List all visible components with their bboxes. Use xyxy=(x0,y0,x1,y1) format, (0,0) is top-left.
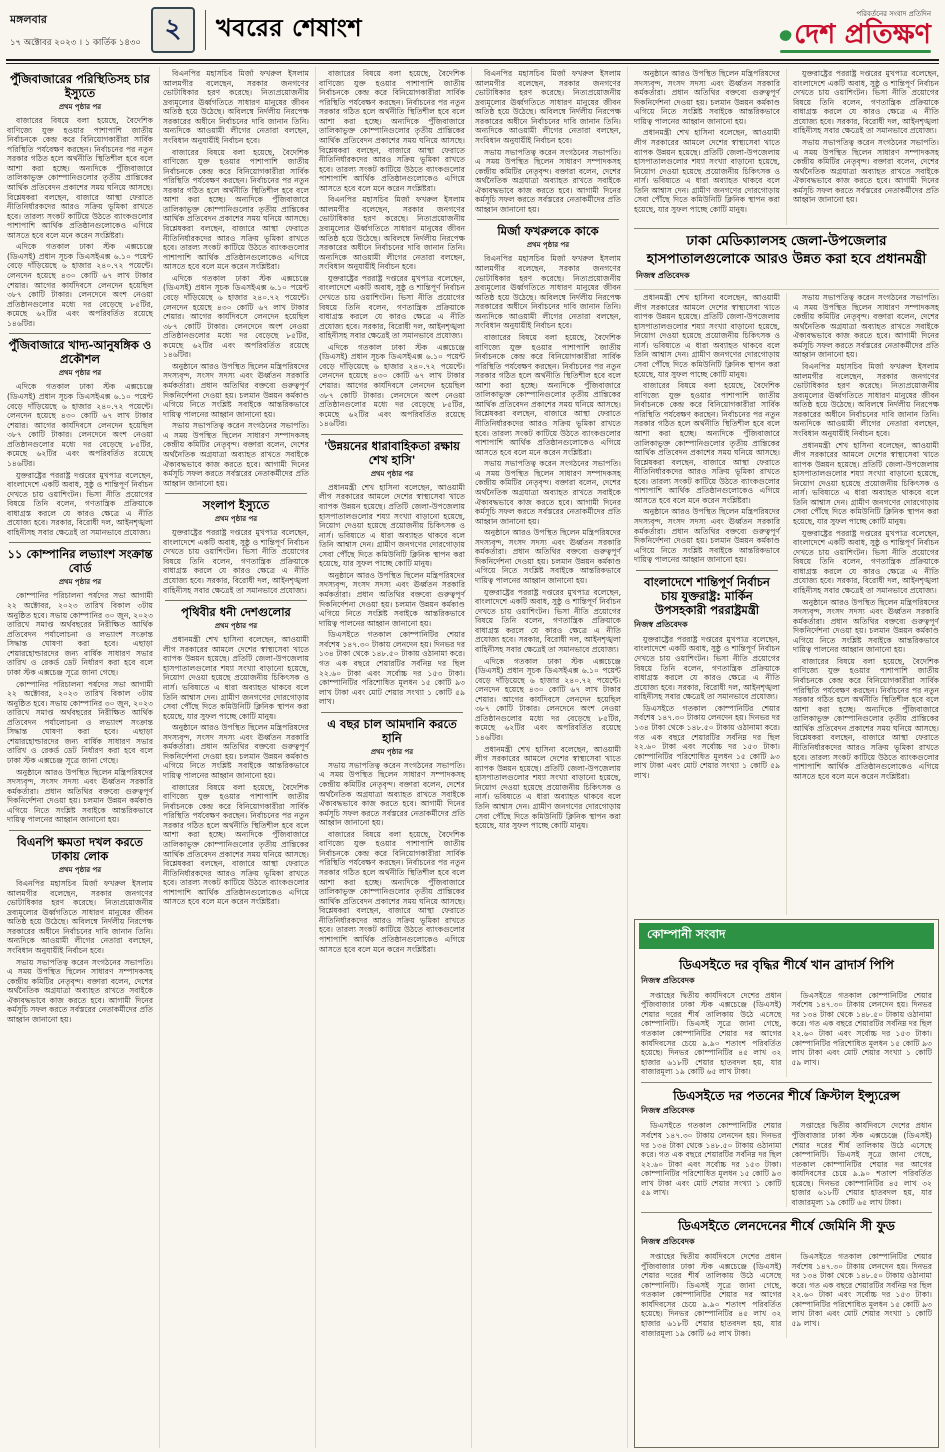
paragraph: প্রধানমন্ত্রী শেখ হাসিনা বলেছেন, আওয়ামী লীগ সরকারের আমলে দেশের স্বাস্থ্যসেবা খাতে ব্যাপক উন্নয়ন হয়েছে। প্রতিটি জেলা-উপজেলায় হাসপাতালগুলোর শয্যা সংখ্যা বাড়ানো হয়েছে, নিয়োগ দেওয়া হয়েছে প্রয়োজনীয় চিকিৎসক ও নার্স। ভবিষ্যতে এ ধারা অব্যাহত থাকবে বলে তিনি আশ্বাস দেন। গ্রামীণ জনগণের দোরগোড়ায় সেবা পৌঁছে দিতে কমিউনিটি ক্লিনিক স্থাপন করা হয়েছে, যার সুফল পাচ্ছে কোটি মানুষ। xyxy=(163,635,309,721)
masthead xyxy=(780,8,935,53)
byline: নিজস্ব প্রতিবেদক xyxy=(636,271,690,281)
story-divider xyxy=(9,830,151,831)
article-body xyxy=(641,991,932,1077)
paragraph: যুক্তরাষ্ট্রের পররাষ্ট্র দপ্তরের মুখপাত্র বলেছেন, বাংলাদেশে একটি অবাধ, সুষ্ঠু ও শান্তিপূর্ণ নির্বাচন দেখতে চায় ওয়াশিংটন। ভিসা নীতি প্রয়োগের বিষয়ে তিনি বলেন, গণতান্ত্রিক প্রক্রিয়াকে বাধাগ্রস্ত করলে যে কারও ক্ষেত্রে এ নীতি প্রযোজ্য হবে। সরকার, বিরোধী দল, আইনশৃঙ্খলা বাহিনীসহ সবার ক্ষেত্রেই তা সমানভাবে প্রযোজ্য। xyxy=(475,587,621,654)
lead-article-header xyxy=(634,228,939,290)
paragraph: সভায় সভাপতিত্ব করেন সংগঠনের সভাপতি। এ সময় উপস্থিত ছিলেন সাধারণ সম্পাদকসহ কেন্দ্রীয় কমিটির নেতৃবৃন্দ। বক্তারা বলেন, দেশের অর্থনৈতিক অগ্রযাত্রা অব্যাহত রাখতে সবাইকে ঐক্যবদ্ধভাবে কাজ করতে হবে। আগামী দিনের কর্মসূচি সফল করতে সর্বস্তরের নেতাকর্মীদের প্রতি আহ্বান জানানো হয়। xyxy=(319,760,465,828)
paragraph: অনুষ্ঠানে আরও উপস্থিত ছিলেন মন্ত্রিপরিষদের সদস্যবৃন্দ, সংসদ সদস্য এবং ঊর্ধ্বতন সরকারি কর্মকর্তারা। প্রধান অতিথির বক্তব্যে গুরুত্বপূর্ণ দিকনির্দেশনা দেওয়া হয়। চলমান উন্নয়ন কর্মকাণ্ড এগিয়ে নিতে সংশ্লিষ্ট সবাইকে আন্তরিকভাবে দায়িত্ব পালনের আহ্বান জানানো হয়। xyxy=(475,528,621,586)
news-column-1 xyxy=(4,67,160,1448)
article-body xyxy=(163,635,309,907)
article-headline: বিএনপি ক্ষমতা দখল করতে ঢাকায় লোক xyxy=(17,834,143,863)
paragraph: সভায় সভাপতিত্ব করেন সংগঠনের সভাপতি। এ সময় উপস্থিত ছিলেন সাধারণ সম্পাদকসহ কেন্দ্রীয় কমিটির নেতৃবৃন্দ। বক্তারা বলেন, দেশের অর্থনৈতিক অগ্রযাত্রা অব্যাহত রাখতে সবাইকে ঐক্যবদ্ধভাবে কাজ করতে হবে। আগামী দিনের কর্মসূচি সফল করতে সর্বস্তরের নেতাকর্মীদের প্রতি আহ্বান জানানো হয়। xyxy=(793,293,939,360)
article-body xyxy=(319,69,465,429)
paragraph: বাজারের বিষয়ে বলা হয়েছে, বৈদেশিক বাণিজ্যে যুক্ত হওয়ার পাশাপাশি জাতীয় নির্বাচনকে কেন্দ্র করে বিনিয়োগকারীরা সার্বিক পরিস্থিতি পর্যবেক্ষণ করছেন। নির্বাচনের পর নতুন সরকার গঠিত হলে অর্থনীতি স্থিতিশীল হবে বলে আশা করা হচ্ছে। অন্যদিকে পুঁজিবাজারে তালিকাভুক্ত কোম্পানিগুলোর তৃতীয় প্রান্তিকের আর্থিক প্রতিবেদন প্রকাশের সময় ঘনিয়ে আসছে। বিশ্লেষকরা বলছেন, বাজারে আস্থা ফেরাতে নীতিনির্ধারকদের আরও সক্রিয় ভূমিকা রাখতে হবে। তারল্য সংকট কাটিয়ে উঠতে ব্যাংকগুলোর পাশাপাশি আর্থিক প্রতিষ্ঠানগুলোকেও এগিয়ে আসতে হবে বলে মনে করেন সংশ্লিষ্টরা। xyxy=(319,829,465,954)
paragraph: যুক্তরাষ্ট্রের পররাষ্ট্র দপ্তরের মুখপাত্র বলেছেন, বাংলাদেশে একটি অবাধ, সুষ্ঠু ও শান্তিপূর্ণ নির্বাচন দেখতে চায় ওয়াশিংটন। ভিসা নীতি প্রয়োগের বিষয়ে তিনি বলেন, গণতান্ত্রিক প্রক্রিয়াকে বাধাগ্রস্ত করলে যে কারও ক্ষেত্রে এ নীতি প্রযোজ্য হবে। সরকার, বিরোধী দল, আইনশৃঙ্খলা বাহিনীসহ সবার ক্ষেত্রেই তা সমানভাবে প্রযোজ্য। xyxy=(793,69,939,136)
paragraph: ডিএসইতে গতকাল কোম্পানিটির শেয়ার সর্বশেষ ১৪৭.৩০ টাকায় লেনদেন হয়। দিনভর দর ১৩৪ টাকা থেকে ১৪৮.৫০ টাকায় ওঠানামা করে। গত এক বছরে শেয়ারটির সর্বনিম্ন দর ছিল ২২.৬০ টাকা এবং সর্বোচ্চ দর ১৫৩ টাকা। কোম্পানিটির পরিশোধিত মূলধন ১৫ কোটি ৯৩ লাখ টাকা এবং মোট শেয়ার সংখ্যা ১ কোটি ৫৯ লাখ। xyxy=(641,1121,782,1198)
paragraph: এদিকে গতকাল ঢাকা স্টক এক্সচেঞ্জে (ডিএসই) প্রধান সূচক ডিএসইএক্স ৬.১০ পয়েন্ট বেড়ে দাঁড়িয়েছে ৬ হাজার ২৪০.৭২ পয়েন্টে। লেনদেন হয়েছে ৪৩০ কোটি ৬৭ লাখ টাকার শেয়ার। আগের কার্যদিবসে লেনদেন হয়েছিল ৩৮৭ কোটি টাকার। লেনদেনে অংশ নেওয়া প্রতিষ্ঠানগুলোর মধ্যে দর বেড়েছে ৮৫টির, কমেছে ৬২টির এবং অপরিবর্তিত রয়েছে ১৪৬টির। xyxy=(7,382,153,468)
article-body xyxy=(641,1121,932,1207)
paragraph: বিএনপির মহাসচিব মির্জা ফখরুল ইসলাম আলমগীর বলেছেন, সরকার জনগণের ভোটাধিকার হরণ করেছে। নিত্যপ্রয়োজনীয় দ্রব্যমূল্যের ঊর্ধ্বগতিতে সাধারণ মানুষের জীবন অতিষ্ঠ হয়ে উঠেছে। অবিলম্বে নির্দলীয় নিরপেক্ষ সরকারের অধীনে নির্বাচনের দাবি জানান তিনি। অন্যদিকে আওয়ামী লীগের নেতারা বলছেন, সংবিধান অনুযায়ীই নির্বাচন হবে। xyxy=(319,195,465,272)
paragraph: বাজারের বিষয়ে বলা হয়েছে, বৈদেশিক বাণিজ্যে যুক্ত হওয়ার পাশাপাশি জাতীয় নির্বাচনকে কেন্দ্র করে বিনিয়োগকারীরা সার্বিক পরিস্থিতি পর্যবেক্ষণ করছেন। নির্বাচনের পর নতুন সরকার গঠিত হলে অর্থনীতি স্থিতিশীল হবে বলে আশা করা হচ্ছে। অন্যদিকে পুঁজিবাজারে তালিকাভুক্ত কোম্পানিগুলোর তৃতীয় প্রান্তিকের আর্থিক প্রতিবেদন প্রকাশের সময় ঘনিয়ে আসছে। বিশ্লেষকরা বলছেন, বাজারে আস্থা ফেরাতে নীতিনির্ধারকদের আরও সক্রিয় ভূমিকা রাখতে হবে। তারল্য সংকট কাটিয়ে উঠতে ব্যাংকগুলোর পাশাপাশি আর্থিক প্রতিষ্ঠানগুলোকেও এগিয়ে আসতে হবে বলে মনে করেন সংশ্লিষ্টরা। xyxy=(163,147,309,272)
header-divider xyxy=(205,10,206,50)
paragraph: অনুষ্ঠানে আরও উপস্থিত ছিলেন মন্ত্রিপরিষদের সদস্যবৃন্দ, সংসদ সদস্য এবং ঊর্ধ্বতন সরকারি কর্মকর্তারা। প্রধান অতিথির বক্তব্যে গুরুত্বপূর্ণ দিকনির্দেশনা দেওয়া হয়। চলমান উন্নয়ন কর্মকাণ্ড এগিয়ে নিতে সংশ্লিষ্ট সবাইকে আন্তরিকভাবে দায়িত্ব পালনের আহ্বান জানানো হয়। xyxy=(7,767,153,825)
paragraph: কোম্পানির পরিচালনা পর্ষদের সভা আগামী ২২ অক্টোবর, ২০২৩ তারিখ বিকাল ৩টায় অনুষ্ঠিত হবে। সভায় কোম্পানির ৩০ জুন, ২০২৩ তারিখে সমাপ্ত অর্থবছরের নিরীক্ষিত আর্থিক প্রতিবেদন পর্যালোচনা ও লভ্যাংশ সংক্রান্ত সিদ্ধান্ত ঘোষণা করা হবে। এছাড়া শেয়ারহোল্ডারদের জন্য বার্ষিক সাধারণ সভার তারিখ ও রেকর্ড ডেট নির্ধারণ করা হবে বলে ঢাকা স্টক এক্সচেঞ্জ সূত্রে জানা গেছে। xyxy=(7,591,153,677)
company-news-header: কোম্পানী সংবাদ xyxy=(639,923,934,949)
story-divider xyxy=(636,570,778,571)
byline: নিজস্ব প্রতিবেদক xyxy=(641,975,695,985)
continued-from-front-label: প্রথম পৃষ্ঠার পর xyxy=(58,369,102,378)
masthead-tagline: পরিবর্তনের সংবাদ প্রতিদিন xyxy=(856,9,931,18)
article-headline: সংলাপ ইস্যুতে xyxy=(202,498,270,513)
article-body xyxy=(634,635,780,780)
news-column-4 xyxy=(472,67,628,1448)
byline: নিজস্ব প্রতিবেদক xyxy=(634,619,688,629)
date-line: ১৭ অক্টোবর ২০২৩ । ১ কার্তিক ১৪৩০ xyxy=(10,37,141,48)
article-headline: মির্জা ফখরুলকে কাকে xyxy=(497,224,599,239)
article-body xyxy=(7,879,153,1024)
section-title: খবরের শেষাংশ xyxy=(215,14,363,42)
right-top-row xyxy=(634,69,939,225)
paragraph: বাজারের বিষয়ে বলা হয়েছে, বৈদেশিক বাণিজ্যে যুক্ত হওয়ার পাশাপাশি জাতীয় নির্বাচনকে কেন্দ্র করে বিনিয়োগকারীরা সার্বিক পরিস্থিতি পর্যবেক্ষণ করছেন। নির্বাচনের পর নতুন সরকার গঠিত হলে অর্থনীতি স্থিতিশীল হবে বলে আশা করা হচ্ছে। অন্যদিকে পুঁজিবাজারে তালিকাভুক্ত কোম্পানিগুলোর তৃতীয় প্রান্তিকের আর্থিক প্রতিবেদন প্রকাশের সময় ঘনিয়ে আসছে। বিশ্লেষকরা বলছেন, বাজারে আস্থা ফেরাতে নীতিনির্ধারকদের আরও সক্রিয় ভূমিকা রাখতে হবে। তারল্য সংকট কাটিয়ে উঠতে ব্যাংকগুলোর পাশাপাশি আর্থিক প্রতিষ্ঠানগুলোকেও এগিয়ে আসতে হবে বলে মনে করেন সংশ্লিষ্টরা। xyxy=(319,69,465,193)
article-body xyxy=(319,483,465,707)
paragraph: সভায় সভাপতিত্ব করেন সংগঠনের সভাপতি। এ সময় উপস্থিত ছিলেন সাধারণ সম্পাদকসহ কেন্দ্রীয় কমিটির নেতৃবৃন্দ। বক্তারা বলেন, দেশের অর্থনৈতিক অগ্রযাত্রা অব্যাহত রাখতে সবাইকে ঐক্যবদ্ধভাবে কাজ করতে হবে। আগামী দিনের কর্মসূচি সফল করতে সর্বস্তরের নেতাকর্মীদের প্রতি আহ্বান জানানো হয়। xyxy=(793,137,939,205)
company-news-article xyxy=(641,1082,932,1208)
paragraph: প্রধানমন্ত্রী শেখ হাসিনা বলেছেন, আওয়ামী লীগ সরকারের আমলে দেশের স্বাস্থ্যসেবা খাতে ব্যাপক উন্নয়ন হয়েছে। প্রতিটি জেলা-উপজেলায় হাসপাতালগুলোর শয্যা সংখ্যা বাড়ানো হয়েছে, নিয়োগ দেওয়া হয়েছে প্রয়োজনীয় চিকিৎসক ও নার্স। ভবিষ্যতে এ ধারা অব্যাহত থাকবে বলে তিনি আশ্বাস দেন। গ্রামীণ জনগণের দোরগোড়ায় সেবা পৌঁছে দিতে কমিউনিটি ক্লিনিক স্থাপন করা হয়েছে, যার সুফল পাচ্ছে কোটি মানুষ। xyxy=(634,128,780,214)
article-body xyxy=(634,293,780,565)
paragraph: এদিকে গতকাল ঢাকা স্টক এক্সচেঞ্জে (ডিএসই) প্রধান সূচক ডিএসইএক্স ৬.১০ পয়েন্ট বেড়ে দাঁড়িয়েছে ৬ হাজার ২৪০.৭২ পয়েন্টে। লেনদেন হয়েছে ৪৩০ কোটি ৬৭ লাখ টাকার শেয়ার। আগের কার্যদিবসে লেনদেন হয়েছিল ৩৮৭ কোটি টাকার। লেনদেনে অংশ নেওয়া প্রতিষ্ঠানগুলোর মধ্যে দর বেড়েছে ৮৫টির, কমেছে ৬২টির এবং অপরিবর্তিত রয়েছে ১৪৬টির। xyxy=(163,273,309,360)
right-top-column-1 xyxy=(634,69,786,225)
paragraph: ডিএসইতে গতকাল কোম্পানিটির শেয়ার সর্বশেষ ১৪৭.৩০ টাকায় লেনদেন হয়। দিনভর দর ১৩৪ টাকা থেকে ১৪৮.৫০ টাকায় ওঠানামা করে। গত এক বছরে শেয়ারটির সর্বনিম্ন দর ছিল ২২.৬০ টাকা এবং সর্বোচ্চ দর ১৫৩ টাকা। কোম্পানিটির পরিশোধিত মূলধন ১৫ কোটি ৯৩ লাখ টাকা এবং মোট শেয়ার সংখ্যা ১ কোটি ৫৯ লাখ। xyxy=(791,1252,932,1329)
right-top-column-2 xyxy=(786,69,939,225)
company-article-headline: ডিএসইতে লেনদেনের শীর্ষে জেমিনি সী ফুড xyxy=(678,1218,895,1234)
article-body xyxy=(7,591,153,825)
article-body xyxy=(163,69,309,488)
paragraph: অনুষ্ঠানে আরও উপস্থিত ছিলেন মন্ত্রিপরিষদের সদস্যবৃন্দ, সংসদ সদস্য এবং ঊর্ধ্বতন সরকারি কর্মকর্তারা। প্রধান অতিথির বক্তব্যে গুরুত্বপূর্ণ দিকনির্দেশনা দেওয়া হয়। চলমান উন্নয়ন কর্মকাণ্ড এগিয়ে নিতে সংশ্লিষ্ট সবাইকে আন্তরিকভাবে দায়িত্ব পালনের আহ্বান জানানো হয়। xyxy=(163,361,309,419)
paragraph: যুক্তরাষ্ট্রের পররাষ্ট্র দপ্তরের মুখপাত্র বলেছেন, বাংলাদেশে একটি অবাধ, সুষ্ঠু ও শান্তিপূর্ণ নির্বাচন দেখতে চায় ওয়াশিংটন। ভিসা নীতি প্রয়োগের বিষয়ে তিনি বলেন, গণতান্ত্রিক প্রক্রিয়াকে বাধাগ্রস্ত করলে যে কারও ক্ষেত্রে এ নীতি প্রযোজ্য হবে। সরকার, বিরোধী দল, আইনশৃঙ্খলা বাহিনীসহ সবার ক্ষেত্রেই তা সমানভাবে প্রযোজ্য। xyxy=(7,470,153,537)
paragraph: প্রধানমন্ত্রী শেখ হাসিনা বলেছেন, আওয়ামী লীগ সরকারের আমলে দেশের স্বাস্থ্যসেবা খাতে ব্যাপক উন্নয়ন হয়েছে। প্রতিটি জেলা-উপজেলায় হাসপাতালগুলোর শয্যা সংখ্যা বাড়ানো হয়েছে, নিয়োগ দেওয়া হয়েছে প্রয়োজনীয় চিকিৎসক ও নার্স। ভবিষ্যতে এ ধারা অব্যাহত থাকবে বলে তিনি আশ্বাস দেন। গ্রামীণ জনগণের দোরগোড়ায় সেবা পৌঁছে দিতে কমিউনিটি ক্লিনিক স্থাপন করা হয়েছে, যার সুফল পাচ্ছে কোটি মানুষ। xyxy=(319,482,465,569)
article-headline: ১১ কোম্পানির লভ্যাংশ সংক্রান্ত বোর্ড xyxy=(7,547,153,576)
paragraph: ডিএসইতে গতকাল কোম্পানিটির শেয়ার সর্বশেষ ১৪৭.৩০ টাকায় লেনদেন হয়। দিনভর দর ১৩৪ টাকা থেকে ১৪৮.৫০ টাকায় ওঠানামা করে। গত এক বছরে শেয়ারটির সর্বনিম্ন দর ছিল ২২.৬০ টাকা এবং সর্বোচ্চ দর ১৫৩ টাকা। কোম্পানিটির পরিশোধিত মূলধন ১৫ কোটি ৯৩ লাখ টাকা এবং মোট শেয়ার সংখ্যা ১ কোটি ৫৯ লাখ। xyxy=(319,630,465,707)
company-article-headline: ডিএসইতে দর পতনের শীর্ষে ক্রিস্টাল ইন্স্যুরেন্স xyxy=(673,1087,900,1103)
paragraph: সপ্তাহের দ্বিতীয় কার্যদিবসে দেশের প্রধান পুঁজিবাজার ঢাকা স্টক এক্সচেঞ্জে (ডিএসই) শেয়ার দরের শীর্ষ তালিকায় উঠে এসেছে কোম্পানিটি। ডিএসই সূত্রে জানা গেছে, গতকাল কোম্পানিটির শেয়ার দর আগের কার্যদিবসের চেয়ে ৯.৯০ শতাংশ পরিবর্তিত হয়েছে। দিনভর কোম্পানিটির ৪৫ লাখ ৩২ হাজার ৬১৮টি শেয়ার হাতবদল হয়, যার বাজারমূল্য ১৯ কোটি ৬৫ লাখ টাকা। xyxy=(641,990,782,1077)
paragraph: অনুষ্ঠানে আরও উপস্থিত ছিলেন মন্ত্রিপরিষদের সদস্যবৃন্দ, সংসদ সদস্য এবং ঊর্ধ্বতন সরকারি কর্মকর্তারা। প্রধান অতিথির বক্তব্যে গুরুত্বপূর্ণ দিকনির্দেশনা দেওয়া হয়। চলমান উন্নয়ন কর্মকাণ্ড এগিয়ে নিতে সংশ্লিষ্ট সবাইকে আন্তরিকভাবে দায়িত্ব পালনের আহ্বান জানানো হয়। xyxy=(634,507,780,565)
paragraph: বিএনপির মহাসচিব মির্জা ফখরুল ইসলাম আলমগীর বলেছেন, সরকার জনগণের ভোটাধিকার হরণ করেছে। নিত্যপ্রয়োজনীয় দ্রব্যমূল্যের ঊর্ধ্বগতিতে সাধারণ মানুষের জীবন অতিষ্ঠ হয়ে উঠেছে। অবিলম্বে নির্দলীয় নিরপেক্ষ সরকারের অধীনে নির্বাচনের দাবি জানান তিনি। অন্যদিকে আওয়ামী লীগের নেতারা বলছেন, সংবিধান অনুযায়ীই নির্বাচন হবে। xyxy=(7,879,153,955)
article-body xyxy=(163,528,309,595)
paragraph: সভায় সভাপতিত্ব করেন সংগঠনের সভাপতি। এ সময় উপস্থিত ছিলেন সাধারণ সম্পাদকসহ কেন্দ্রীয় কমিটির নেতৃবৃন্দ। বক্তারা বলেন, দেশের অর্থনৈতিক অগ্রযাত্রা অব্যাহত রাখতে সবাইকে ঐক্যবদ্ধভাবে কাজ করতে হবে। আগামী দিনের কর্মসূচি সফল করতে সর্বস্তরের নেতাকর্মীদের প্রতি আহ্বান জানানো হয়। xyxy=(7,957,153,1024)
paragraph: যুক্তরাষ্ট্রের পররাষ্ট্র দপ্তরের মুখপাত্র বলেছেন, বাংলাদেশে একটি অবাধ, সুষ্ঠু ও শান্তিপূর্ণ নির্বাচন দেখতে চায় ওয়াশিংটন। ভিসা নীতি প্রয়োগের বিষয়ে তিনি বলেন, গণতান্ত্রিক প্রক্রিয়াকে বাধাগ্রস্ত করলে যে কারও ক্ষেত্রে এ নীতি প্রযোজ্য হবে। সরকার, বিরোধী দল, আইনশৃঙ্খলা বাহিনীসহ সবার ক্ষেত্রেই তা সমানভাবে প্রযোজ্য। xyxy=(793,528,939,595)
story-divider xyxy=(321,712,463,713)
continued-from-front-label: প্রথম পৃষ্ঠার পর xyxy=(526,241,570,250)
article-headline: পুঁজিবাজারের পরিস্থিতিসহ চার ইস্যুতে xyxy=(10,72,150,101)
continued-from-front-label: প্রথম পৃষ্ঠার পর xyxy=(370,747,414,756)
right-mid-column-2 xyxy=(786,293,939,915)
right-mid-column-1 xyxy=(634,293,786,915)
article-headline: পৃথিবীর ধনী দেশগুলোর xyxy=(181,605,291,620)
company-news-box xyxy=(634,919,939,1448)
article-body xyxy=(641,1252,932,1338)
paragraph: অনুষ্ঠানে আরও উপস্থিত ছিলেন মন্ত্রিপরিষদের সদস্যবৃন্দ, সংসদ সদস্য এবং ঊর্ধ্বতন সরকারি কর্মকর্তারা। প্রধান অতিথির বক্তব্যে গুরুত্বপূর্ণ দিকনির্দেশনা দেওয়া হয়। চলমান উন্নয়ন কর্মকাণ্ড এগিয়ে নিতে সংশ্লিষ্ট সবাইকে আন্তরিকভাবে দায়িত্ব পালনের আহ্বান জানানো হয়। xyxy=(319,570,465,628)
paragraph: বাজারের বিষয়ে বলা হয়েছে, বৈদেশিক বাণিজ্যে যুক্ত হওয়ার পাশাপাশি জাতীয় নির্বাচনকে কেন্দ্র করে বিনিয়োগকারীরা সার্বিক পরিস্থিতি পর্যবেক্ষণ করছেন। নির্বাচনের পর নতুন সরকার গঠিত হলে অর্থনীতি স্থিতিশীল হবে বলে আশা করা হচ্ছে। অন্যদিকে পুঁজিবাজারে তালিকাভুক্ত কোম্পানিগুলোর তৃতীয় প্রান্তিকের আর্থিক প্রতিবেদন প্রকাশের সময় ঘনিয়ে আসছে। বিশ্লেষকরা বলছেন, বাজারে আস্থা ফেরাতে নীতিনির্ধারকদের আরও সক্রিয় ভূমিকা রাখতে হবে। তারল্য সংকট কাটিয়ে উঠতে ব্যাংকগুলোর পাশাপাশি আর্থিক প্রতিষ্ঠানগুলোকেও এগিয়ে আসতে হবে বলে মনে করেন সংশ্লিষ্টরা। xyxy=(634,381,780,505)
continued-from-front-label: প্রথম পৃষ্ঠার পর xyxy=(370,469,414,478)
paragraph: বাজারের বিষয়ে বলা হয়েছে, বৈদেশিক বাণিজ্যে যুক্ত হওয়ার পাশাপাশি জাতীয় নির্বাচনকে কেন্দ্র করে বিনিয়োগকারীরা সার্বিক পরিস্থিতি পর্যবেক্ষণ করছেন। নির্বাচনের পর নতুন সরকার গঠিত হলে অর্থনীতি স্থিতিশীল হবে বলে আশা করা হচ্ছে। অন্যদিকে পুঁজিবাজারে তালিকাভুক্ত কোম্পানিগুলোর তৃতীয় প্রান্তিকের আর্থিক প্রতিবেদন প্রকাশের সময় ঘনিয়ে আসছে। বিশ্লেষকরা বলছেন, বাজারে আস্থা ফেরাতে নীতিনির্ধারকদের আরও সক্রিয় ভূমিকা রাখতে হবে। তারল্য সংকট কাটিয়ে উঠতে ব্যাংকগুলোর পাশাপাশি আর্থিক প্রতিষ্ঠানগুলোকেও এগিয়ে আসতে হবে বলে মনে করেন সংশ্লিষ্টরা। xyxy=(7,116,153,240)
story-divider xyxy=(9,542,151,543)
continued-from-front-label: প্রথম পৃষ্ঠার পর xyxy=(58,578,102,587)
article-body xyxy=(475,254,621,830)
page-number: ২ xyxy=(164,14,182,44)
right-region xyxy=(628,67,941,1448)
story-divider xyxy=(477,219,619,220)
article-body xyxy=(7,116,153,328)
news-column-2 xyxy=(160,67,316,1448)
article-body xyxy=(7,382,153,537)
paragraph: অনুষ্ঠানে আরও উপস্থিত ছিলেন মন্ত্রিপরিষদের সদস্যবৃন্দ, সংসদ সদস্য এবং ঊর্ধ্বতন সরকারি কর্মকর্তারা। প্রধান অতিথির বক্তব্যে গুরুত্বপূর্ণ দিকনির্দেশনা দেওয়া হয়। চলমান উন্নয়ন কর্মকাণ্ড এগিয়ে নিতে সংশ্লিষ্ট সবাইকে আন্তরিকভাবে দায়িত্ব পালনের আহ্বান জানানো হয়। xyxy=(163,723,309,781)
story-divider xyxy=(165,600,307,601)
story-divider xyxy=(165,493,307,494)
lead-headline: ঢাকা মেডিক্যালসহ জেলা-উপজেলার হাসপাতালগুলোকে আরও উন্নত করা হবে প্রধানমন্ত্রী xyxy=(646,233,927,267)
paragraph: অনুষ্ঠানে আরও উপস্থিত ছিলেন মন্ত্রিপরিষদের সদস্যবৃন্দ, সংসদ সদস্য এবং ঊর্ধ্বতন সরকারি কর্মকর্তারা। প্রধান অতিথির বক্তব্যে গুরুত্বপূর্ণ দিকনির্দেশনা দেওয়া হয়। চলমান উন্নয়ন কর্মকাণ্ড এগিয়ে নিতে সংশ্লিষ্ট সবাইকে আন্তরিকভাবে দায়িত্ব পালনের আহ্বান জানানো হয়। xyxy=(793,597,939,655)
masthead-underline xyxy=(780,50,931,53)
paragraph: সপ্তাহের দ্বিতীয় কার্যদিবসে দেশের প্রধান পুঁজিবাজার ঢাকা স্টক এক্সচেঞ্জে (ডিএসই) শেয়ার দরের শীর্ষ তালিকায় উঠে এসেছে কোম্পানিটি। ডিএসই সূত্রে জানা গেছে, গতকাল কোম্পানিটির শেয়ার দর আগের কার্যদিবসের চেয়ে ৯.৯০ শতাংশ পরিবর্তিত হয়েছে। দিনভর কোম্পানিটির ৪৫ লাখ ৩২ হাজার ৬১৮টি শেয়ার হাতবদল হয়, যার বাজারমূল্য ১৯ কোটি ৬৫ লাখ টাকা। xyxy=(791,1121,932,1207)
paragraph: এদিকে গতকাল ঢাকা স্টক এক্সচেঞ্জে (ডিএসই) প্রধান সূচক ডিএসইএক্স ৬.১০ পয়েন্ট বেড়ে দাঁড়িয়েছে ৬ হাজার ২৪০.৭২ পয়েন্টে। লেনদেন হয়েছে ৪৩০ কোটি ৬৭ লাখ টাকার শেয়ার। আগের কার্যদিবসে লেনদেন হয়েছিল ৩৮৭ কোটি টাকার। লেনদেনে অংশ নেওয়া প্রতিষ্ঠানগুলোর মধ্যে দর বেড়েছে ৮৫টির, কমেছে ৬২টির এবং অপরিবর্তিত রয়েছে ১৪৬টির। xyxy=(7,242,153,328)
paragraph: বিএনপির মহাসচিব মির্জা ফখরুল ইসলাম আলমগীর বলেছেন, সরকার জনগণের ভোটাধিকার হরণ করেছে। নিত্যপ্রয়োজনীয় দ্রব্যমূল্যের ঊর্ধ্বগতিতে সাধারণ মানুষের জীবন অতিষ্ঠ হয়ে উঠেছে। অবিলম্বে নির্দলীয় নিরপেক্ষ সরকারের অধীনে নির্বাচনের দাবি জানান তিনি। অন্যদিকে আওয়ামী লীগের নেতারা বলছেন, সংবিধান অনুযায়ীই নির্বাচন হবে। xyxy=(475,254,621,331)
paragraph: সভায় সভাপতিত্ব করেন সংগঠনের সভাপতি। এ সময় উপস্থিত ছিলেন সাধারণ সম্পাদকসহ কেন্দ্রীয় কমিটির নেতৃবৃন্দ। বক্তারা বলেন, দেশের অর্থনৈতিক অগ্রযাত্রা অব্যাহত রাখতে সবাইকে ঐক্যবদ্ধভাবে কাজ করতে হবে। আগামী দিনের কর্মসূচি সফল করতে সর্বস্তরের নেতাকর্মীদের প্রতি আহ্বান জানানো হয়। xyxy=(475,147,621,214)
paragraph: ডিএসইতে গতকাল কোম্পানিটির শেয়ার সর্বশেষ ১৪৭.৩০ টাকায় লেনদেন হয়। দিনভর দর ১৩৪ টাকা থেকে ১৪৮.৫০ টাকায় ওঠানামা করে। গত এক বছরে শেয়ারটির সর্বনিম্ন দর ছিল ২২.৬০ টাকা এবং সর্বোচ্চ দর ১৫৩ টাকা। কোম্পানিটির পরিশোধিত মূলধন ১৫ কোটি ৯৩ লাখ টাকা এবং মোট শেয়ার সংখ্যা ১ কোটি ৫৯ লাখ। xyxy=(634,703,780,780)
paragraph: অনুষ্ঠানে আরও উপস্থিত ছিলেন মন্ত্রিপরিষদের সদস্যবৃন্দ, সংসদ সদস্য এবং ঊর্ধ্বতন সরকারি কর্মকর্তারা। প্রধান অতিথির বক্তব্যে গুরুত্বপূর্ণ দিকনির্দেশনা দেওয়া হয়। চলমান উন্নয়ন কর্মকাণ্ড এগিয়ে নিতে সংশ্লিষ্ট সবাইকে আন্তরিকভাবে দায়িত্ব পালনের আহ্বান জানানো হয়। xyxy=(634,69,780,126)
paragraph: সভায় সভাপতিত্ব করেন সংগঠনের সভাপতি। এ সময় উপস্থিত ছিলেন সাধারণ সম্পাদকসহ কেন্দ্রীয় কমিটির নেতৃবৃন্দ। বক্তারা বলেন, দেশের অর্থনৈতিক অগ্রযাত্রা অব্যাহত রাখতে সবাইকে ঐক্যবদ্ধভাবে কাজ করতে হবে। আগামী দিনের কর্মসূচি সফল করতে সর্বস্তরের নেতাকর্মীদের প্রতি আহ্বান জানানো হয়। xyxy=(163,421,309,488)
byline: নিজস্ব প্রতিবেদক xyxy=(641,1106,695,1116)
news-column-3 xyxy=(316,67,472,1448)
article-body xyxy=(793,293,939,781)
paragraph: বিএনপির মহাসচিব মির্জা ফখরুল ইসলাম আলমগীর বলেছেন, সরকার জনগণের ভোটাধিকার হরণ করেছে। নিত্যপ্রয়োজনীয় দ্রব্যমূল্যের ঊর্ধ্বগতিতে সাধারণ মানুষের জীবন অতিষ্ঠ হয়ে উঠেছে। অবিলম্বে নির্দলীয় নিরপেক্ষ সরকারের অধীনে নির্বাচনের দাবি জানান তিনি। অন্যদিকে আওয়ামী লীগের নেতারা বলছেন, সংবিধান অনুযায়ীই নির্বাচন হবে। xyxy=(793,362,939,438)
paragraph: সভায় সভাপতিত্ব করেন সংগঠনের সভাপতি। এ সময় উপস্থিত ছিলেন সাধারণ সম্পাদকসহ কেন্দ্রীয় কমিটির নেতৃবৃন্দ। বক্তারা বলেন, দেশের অর্থনৈতিক অগ্রযাত্রা অব্যাহত রাখতে সবাইকে ঐক্যবদ্ধভাবে কাজ করতে হবে। আগামী দিনের কর্মসূচি সফল করতে সর্বস্তরের নেতাকর্মীদের প্রতি আহ্বান জানানো হয়। xyxy=(475,459,621,526)
article-body xyxy=(475,69,621,214)
page-number-box xyxy=(151,7,195,53)
paragraph: যুক্তরাষ্ট্রের পররাষ্ট্র দপ্তরের মুখপাত্র বলেছেন, বাংলাদেশে একটি অবাধ, সুষ্ঠু ও শান্তিপূর্ণ নির্বাচন দেখতে চায় ওয়াশিংটন। ভিসা নীতি প্রয়োগের বিষয়ে তিনি বলেন, গণতান্ত্রিক প্রক্রিয়াকে বাধাগ্রস্ত করলে যে কারও ক্ষেত্রে এ নীতি প্রযোজ্য হবে। সরকার, বিরোধী দল, আইনশৃঙ্খলা বাহিনীসহ সবার ক্ষেত্রেই তা সমানভাবে প্রযোজ্য। xyxy=(319,273,465,341)
paragraph: এদিকে গতকাল ঢাকা স্টক এক্সচেঞ্জে (ডিএসই) প্রধান সূচক ডিএসইএক্স ৬.১০ পয়েন্ট বেড়ে দাঁড়িয়েছে ৬ হাজার ২৪০.৭২ পয়েন্টে। লেনদেন হয়েছে ৪৩০ কোটি ৬৭ লাখ টাকার শেয়ার। আগের কার্যদিবসে লেনদেন হয়েছিল ৩৮৭ কোটি টাকার। লেনদেনে অংশ নেওয়া প্রতিষ্ঠানগুলোর মধ্যে দর বেড়েছে ৮৫টির, কমেছে ৬২টির এবং অপরিবর্তিত রয়েছে ১৪৬টির। xyxy=(475,656,621,743)
company-news-article xyxy=(641,1212,932,1338)
leaf-icon xyxy=(778,28,793,43)
paragraph: এদিকে গতকাল ঢাকা স্টক এক্সচেঞ্জে (ডিএসই) প্রধান সূচক ডিএসইএক্স ৬.১০ পয়েন্ট বেড়ে দাঁড়িয়েছে ৬ হাজার ২৪০.৭২ পয়েন্টে। লেনদেন হয়েছে ৪৩০ কোটি ৬৭ লাখ টাকার শেয়ার। আগের কার্যদিবসে লেনদেন হয়েছিল ৩৮৭ কোটি টাকার। লেনদেনে অংশ নেওয়া প্রতিষ্ঠানগুলোর মধ্যে দর বেড়েছে ৮৫টির, কমেছে ৬২টির এবং অপরিবর্তিত রয়েছে ১৪৬টির। xyxy=(319,342,465,429)
paragraph: যুক্তরাষ্ট্রের পররাষ্ট্র দপ্তরের মুখপাত্র বলেছেন, বাংলাদেশে একটি অবাধ, সুষ্ঠু ও শান্তিপূর্ণ নির্বাচন দেখতে চায় ওয়াশিংটন। ভিসা নীতি প্রয়োগের বিষয়ে তিনি বলেন, গণতান্ত্রিক প্রক্রিয়াকে বাধাগ্রস্ত করলে যে কারও ক্ষেত্রে এ নীতি প্রযোজ্য হবে। সরকার, বিরোধী দল, আইনশৃঙ্খলা বাহিনীসহ সবার ক্ষেত্রেই তা সমানভাবে প্রযোজ্য। xyxy=(634,634,780,702)
paragraph: বিএনপির মহাসচিব মির্জা ফখরুল ইসলাম আলমগীর বলেছেন, সরকার জনগণের ভোটাধিকার হরণ করেছে। নিত্যপ্রয়োজনীয় দ্রব্যমূল্যের ঊর্ধ্বগতিতে সাধারণ মানুষের জীবন অতিষ্ঠ হয়ে উঠেছে। অবিলম্বে নির্দলীয় নিরপেক্ষ সরকারের অধীনে নির্বাচনের দাবি জানান তিনি। অন্যদিকে আওয়ামী লীগের নেতারা বলছেন, সংবিধান অনুযায়ীই নির্বাচন হবে। xyxy=(163,69,309,145)
masthead-logo xyxy=(780,18,931,50)
paragraph: প্রধানমন্ত্রী শেখ হাসিনা বলেছেন, আওয়ামী লীগ সরকারের আমলে দেশের স্বাস্থ্যসেবা খাতে ব্যাপক উন্নয়ন হয়েছে। প্রতিটি জেলা-উপজেলায় হাসপাতালগুলোর শয্যা সংখ্যা বাড়ানো হয়েছে, নিয়োগ দেওয়া হয়েছে প্রয়োজনীয় চিকিৎসক ও নার্স। ভবিষ্যতে এ ধারা অব্যাহত থাকবে বলে তিনি আশ্বাস দেন। গ্রামীণ জনগণের দোরগোড়ায় সেবা পৌঁছে দিতে কমিউনিটি ক্লিনিক স্থাপন করা হয়েছে, যার সুফল পাচ্ছে কোটি মানুষ। xyxy=(634,293,780,379)
story-divider xyxy=(9,333,151,334)
weekday-label: মঙ্গলবার xyxy=(10,12,47,26)
article-body xyxy=(319,761,465,954)
page-header xyxy=(0,0,945,59)
paragraph: ডিএসইতে গতকাল কোম্পানিটির শেয়ার সর্বশেষ ১৪৭.৩০ টাকায় লেনদেন হয়। দিনভর দর ১৩৪ টাকা থেকে ১৪৮.৫০ টাকায় ওঠানামা করে। গত এক বছরে শেয়ারটির সর্বনিম্ন দর ছিল ২২.৬০ টাকা এবং সর্বোচ্চ দর ১৫৩ টাকা। কোম্পানিটির পরিশোধিত মূলধন ১৫ কোটি ৯৩ লাখ টাকা এবং মোট শেয়ার সংখ্যা ১ কোটি ৫৯ লাখ। xyxy=(791,990,932,1067)
article-headline: পুঁজিবাজারে খাদ্য-আনুষঙ্গিক ও প্রকৌশল xyxy=(8,338,152,367)
paragraph: বাজারের বিষয়ে বলা হয়েছে, বৈদেশিক বাণিজ্যে যুক্ত হওয়ার পাশাপাশি জাতীয় নির্বাচনকে কেন্দ্র করে বিনিয়োগকারীরা সার্বিক পরিস্থিতি পর্যবেক্ষণ করছেন। নির্বাচনের পর নতুন সরকার গঠিত হলে অর্থনীতি স্থিতিশীল হবে বলে আশা করা হচ্ছে। অন্যদিকে পুঁজিবাজারে তালিকাভুক্ত কোম্পানিগুলোর তৃতীয় প্রান্তিকের আর্থিক প্রতিবেদন প্রকাশের সময় ঘনিয়ে আসছে। বিশ্লেষকরা বলছেন, বাজারে আস্থা ফেরাতে নীতিনির্ধারকদের আরও সক্রিয় ভূমিকা রাখতে হবে। তারল্য সংকট কাটিয়ে উঠতে ব্যাংকগুলোর পাশাপাশি আর্থিক প্রতিষ্ঠানগুলোকেও এগিয়ে আসতে হবে বলে মনে করেন সংশ্লিষ্টরা। xyxy=(793,656,939,781)
paragraph: সপ্তাহের দ্বিতীয় কার্যদিবসে দেশের প্রধান পুঁজিবাজার ঢাকা স্টক এক্সচেঞ্জে (ডিএসই) শেয়ার দরের শীর্ষ তালিকায় উঠে এসেছে কোম্পানিটি। ডিএসই সূত্রে জানা গেছে, গতকাল কোম্পানিটির শেয়ার দর আগের কার্যদিবসের চেয়ে ৯.৯০ শতাংশ পরিবর্তিত হয়েছে। দিনভর কোম্পানিটির ৪৫ লাখ ৩২ হাজার ৬১৮টি শেয়ার হাতবদল হয়, যার বাজারমূল্য ১৯ কোটি ৬৫ লাখ টাকা। xyxy=(641,1252,782,1338)
continued-from-front-label: প্রথম পৃষ্ঠার পর xyxy=(58,866,102,874)
article-headline: 'উন্নয়নের ধারাবাহিকতা রক্ষায় শেখ হাসি' xyxy=(324,438,460,467)
continued-from-front-label: প্রথম পৃষ্ঠার পর xyxy=(214,515,258,524)
paragraph: বাজারের বিষয়ে বলা হয়েছে, বৈদেশিক বাণিজ্যে যুক্ত হওয়ার পাশাপাশি জাতীয় নির্বাচনকে কেন্দ্র করে বিনিয়োগকারীরা সার্বিক পরিস্থিতি পর্যবেক্ষণ করছেন। নির্বাচনের পর নতুন সরকার গঠিত হলে অর্থনীতি স্থিতিশীল হবে বলে আশা করা হচ্ছে। অন্যদিকে পুঁজিবাজারে তালিকাভুক্ত কোম্পানিগুলোর তৃতীয় প্রান্তিকের আর্থিক প্রতিবেদন প্রকাশের সময় ঘনিয়ে আসছে। বিশ্লেষকরা বলছেন, বাজারে আস্থা ফেরাতে নীতিনির্ধারকদের আরও সক্রিয় ভূমিকা রাখতে হবে। তারল্য সংকট কাটিয়ে উঠতে ব্যাংকগুলোর পাশাপাশি আর্থিক প্রতিষ্ঠানগুলোকেও এগিয়ে আসতে হবে বলে মনে করেন সংশ্লিষ্টরা। xyxy=(475,332,621,457)
paragraph: বাজারের বিষয়ে বলা হয়েছে, বৈদেশিক বাণিজ্যে যুক্ত হওয়ার পাশাপাশি জাতীয় নির্বাচনকে কেন্দ্র করে বিনিয়োগকারীরা সার্বিক পরিস্থিতি পর্যবেক্ষণ করছেন। নির্বাচনের পর নতুন সরকার গঠিত হলে অর্থনীতি স্থিতিশীল হবে বলে আশা করা হচ্ছে। অন্যদিকে পুঁজিবাজারে তালিকাভুক্ত কোম্পানিগুলোর তৃতীয় প্রান্তিকের আর্থিক প্রতিবেদন প্রকাশের সময় ঘনিয়ে আসছে। বিশ্লেষকরা বলছেন, বাজারে আস্থা ফেরাতে নীতিনির্ধারকদের আরও সক্রিয় ভূমিকা রাখতে হবে। তারল্য সংকট কাটিয়ে উঠতে ব্যাংকগুলোর পাশাপাশি আর্থিক প্রতিষ্ঠানগুলোকেও এগিয়ে আসতে হবে বলে মনে করেন সংশ্লিষ্টরা। xyxy=(163,782,309,907)
byline: নিজস্ব প্রতিবেদক xyxy=(641,1237,695,1247)
company-news-article xyxy=(641,953,932,1077)
page-content xyxy=(0,64,945,1452)
article-headline: এ বছর চাল আমদানি করতে হানি xyxy=(327,716,457,745)
article-body xyxy=(793,69,939,205)
article-headline: বাংলাদেশে শান্তিপূর্ণ নির্বাচন চায় যুক্তরাষ্ট্র: মার্কিন উপসহকারী পররাষ্ট্রমন্ত্রী xyxy=(644,574,770,617)
continued-from-front-label: প্রথম পৃষ্ঠার পর xyxy=(58,103,102,112)
story-divider xyxy=(321,434,463,435)
paragraph: প্রধানমন্ত্রী শেখ হাসিনা বলেছেন, আওয়ামী লীগ সরকারের আমলে দেশের স্বাস্থ্যসেবা খাতে ব্যাপক উন্নয়ন হয়েছে। প্রতিটি জেলা-উপজেলায় হাসপাতালগুলোর শয্যা সংখ্যা বাড়ানো হয়েছে, নিয়োগ দেওয়া হয়েছে প্রয়োজনীয় চিকিৎসক ও নার্স। ভবিষ্যতে এ ধারা অব্যাহত থাকবে বলে তিনি আশ্বাস দেন। গ্রামীণ জনগণের দোরগোড়ায় সেবা পৌঁছে দিতে কমিউনিটি ক্লিনিক স্থাপন করা হয়েছে, যার সুফল পাচ্ছে কোটি মানুষ। xyxy=(475,744,621,831)
paragraph: প্রধানমন্ত্রী শেখ হাসিনা বলেছেন, আওয়ামী লীগ সরকারের আমলে দেশের স্বাস্থ্যসেবা খাতে ব্যাপক উন্নয়ন হয়েছে। প্রতিটি জেলা-উপজেলায় হাসপাতালগুলোর শয্যা সংখ্যা বাড়ানো হয়েছে, নিয়োগ দেওয়া হয়েছে প্রয়োজনীয় চিকিৎসক ও নার্স। ভবিষ্যতে এ ধারা অব্যাহত থাকবে বলে তিনি আশ্বাস দেন। গ্রামীণ জনগণের দোরগোড়ায় সেবা পৌঁছে দিতে কমিউনিটি ক্লিনিক স্থাপন করা হয়েছে, যার সুফল পাচ্ছে কোটি মানুষ। xyxy=(793,440,939,527)
masthead-name: দেশ প্রতিক্ষণ xyxy=(794,18,931,50)
company-articles xyxy=(641,953,932,1338)
paragraph: যুক্তরাষ্ট্রের পররাষ্ট্র দপ্তরের মুখপাত্র বলেছেন, বাংলাদেশে একটি অবাধ, সুষ্ঠু ও শান্তিপূর্ণ নির্বাচন দেখতে চায় ওয়াশিংটন। ভিসা নীতি প্রয়োগের বিষয়ে তিনি বলেন, গণতান্ত্রিক প্রক্রিয়াকে বাধাগ্রস্ত করলে যে কারও ক্ষেত্রে এ নীতি প্রযোজ্য হবে। সরকার, বিরোধী দল, আইনশৃঙ্খলা বাহিনীসহ সবার ক্ষেত্রেই তা সমানভাবে প্রযোজ্য। xyxy=(163,528,309,595)
continued-from-front-label: প্রথম পৃষ্ঠার পর xyxy=(214,622,258,631)
paragraph: কোম্পানির পরিচালনা পর্ষদের সভা আগামী ২২ অক্টোবর, ২০২৩ তারিখ বিকাল ৩টায় অনুষ্ঠিত হবে। সভায় কোম্পানির ৩০ জুন, ২০২৩ তারিখে সমাপ্ত অর্থবছরের নিরীক্ষিত আর্থিক প্রতিবেদন পর্যালোচনা ও লভ্যাংশ সংক্রান্ত সিদ্ধান্ত ঘোষণা করা হবে। এছাড়া শেয়ারহোল্ডারদের জন্য বার্ষিক সাধারণ সভার তারিখ ও রেকর্ড ডেট নির্ধারণ করা হবে বলে ঢাকা স্টক এক্সচেঞ্জ সূত্রে জানা গেছে। xyxy=(7,679,153,766)
paragraph: বিএনপির মহাসচিব মির্জা ফখরুল ইসলাম আলমগীর বলেছেন, সরকার জনগণের ভোটাধিকার হরণ করেছে। নিত্যপ্রয়োজনীয় দ্রব্যমূল্যের ঊর্ধ্বগতিতে সাধারণ মানুষের জীবন অতিষ্ঠ হয়ে উঠেছে। অবিলম্বে নির্দলীয় নিরপেক্ষ সরকারের অধীনে নির্বাচনের দাবি জানান তিনি। অন্যদিকে আওয়ামী লীগের নেতারা বলছেন, সংবিধান অনুযায়ীই নির্বাচন হবে। xyxy=(475,69,621,145)
company-article-headline: ডিএসইতে দর বৃদ্ধির শীর্ষে খান ব্রাদার্স পিপি xyxy=(679,957,894,973)
header-date-block xyxy=(10,11,141,50)
right-mid-row xyxy=(634,293,939,915)
article-body xyxy=(634,69,780,214)
